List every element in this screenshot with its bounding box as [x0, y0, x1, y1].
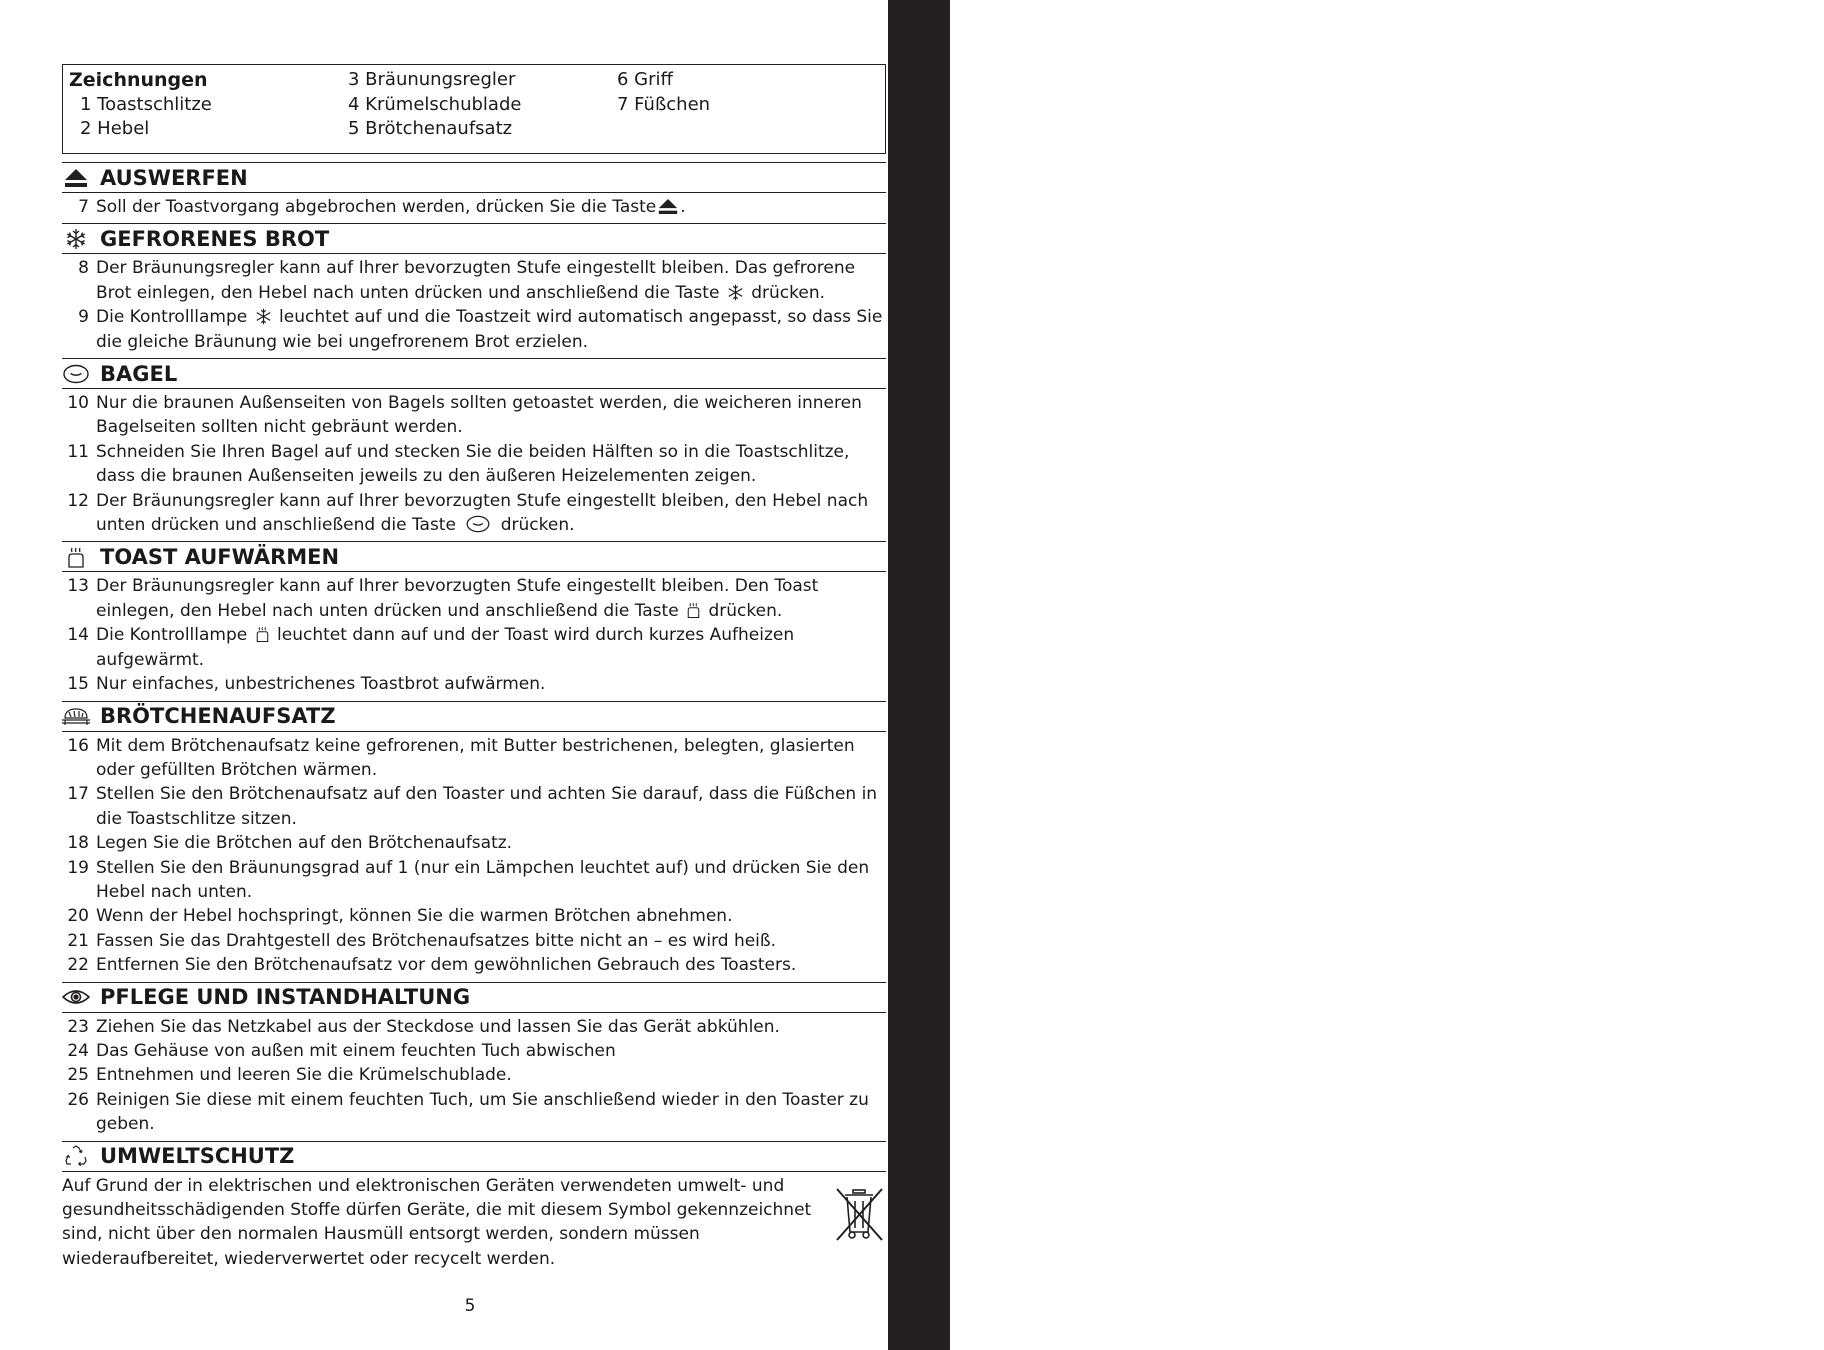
weee-crossed-bin-icon — [834, 1186, 886, 1246]
eject-icon — [64, 167, 88, 189]
legend-item: 7 Füßchen — [617, 93, 711, 115]
legend-item: 6 Griff — [617, 69, 673, 90]
list-item: 22 Entfernen Sie den Brötchenaufsatz vor dem gewöhnlichen Gebrauch des Toasters. — [67, 955, 797, 976]
parts-legend — [62, 64, 886, 154]
sidebar-title: Bedienungsanleitung — [1790, 62, 1824, 363]
page-number: 5 — [464, 1296, 476, 1316]
list-item: 12 Der Bräunungsregler kann auf Ihrer bevorzugten Stufe eingestellt bleiben, den Hebel nach unten drücken und anschließend die Taste drücken. — [67, 490, 869, 536]
legend-item: 4 Krümelschublade — [348, 93, 522, 115]
section-title: BAGEL — [100, 361, 178, 386]
legend-heading: Zeichnungen — [69, 69, 208, 91]
section-title: GEFRORENES BROT — [100, 226, 330, 251]
list-item: 17 Stellen Sie den Brötchenaufsatz auf den Toaster und achten Sie darauf, dass die Füßchen in die Toastschlitze sitzen. — [67, 784, 878, 829]
snowflake-icon — [255, 308, 272, 325]
legend-item: 3 Bräunungsregler — [348, 69, 516, 90]
section-care — [62, 982, 886, 1141]
reheat-icon — [64, 546, 88, 568]
list-item: 11 Schneiden Sie Ihren Bagel auf und stecken Sie die beiden Hälften so in die Toastschlitze, dass die braunen Außenseiten jeweils zu den äußeren Heizelementen zeigen. — [67, 441, 850, 487]
eye-icon — [64, 986, 88, 1008]
section-title: PFLEGE UND INSTANDHALTUNG — [100, 985, 471, 1010]
list-item: 18 Legen Sie die Brötchen auf den Brötchenaufsatz. — [67, 833, 513, 854]
bagel-icon — [463, 515, 493, 533]
list-item: 13 Der Bräunungsregler kann auf Ihrer bevorzugten Stufe eingestellt bleiben. Den Toast einlegen, den Hebel nach unten drücken und anschließend die Taste drücken. — [67, 576, 819, 621]
eject-icon — [658, 198, 678, 215]
list-item: 16 Mit dem Brötchenaufsatz keine gefrorenen, mit Butter bestrichenen, belegten, glasierten oder gefüllten Brötchen wärmen. — [67, 735, 855, 780]
bagel-icon — [64, 363, 88, 385]
legend-item: 2 Hebel — [80, 118, 150, 139]
section-title: UMWELTSCHUTZ — [100, 1144, 295, 1169]
snowflake-icon — [727, 284, 744, 301]
section-bagel — [62, 358, 886, 541]
legend-item: 5 Brötchenaufsatz — [348, 118, 513, 139]
section-title: BRÖTCHENAUFSATZ — [100, 704, 336, 728]
bun-warmer-icon — [64, 705, 88, 727]
section-eject — [62, 162, 886, 223]
reheat-icon — [255, 625, 270, 643]
list-item: 10 Nur die braunen Außenseiten von Bagels sollten getoastet werden, die weicheren inneren Bagelseiten sollten nicht gebräunt werden. — [67, 393, 862, 438]
section-title: TOAST AUFWÄRMEN — [100, 544, 340, 569]
section-frozen — [62, 223, 886, 358]
list-item: 26 Reinigen Sie diese mit einem feuchten Tuch, um Sie anschließend wieder in den Toaster zu geben. — [67, 1089, 869, 1135]
list-item: 8 Der Bräunungsregler kann auf Ihrer bevorzugten Stufe eingestellt bleiben. Das gefrorene Brot einlegen, den Hebel nach unten drücken und anschließend die Taste drücken. — [78, 258, 856, 303]
recycle-icon — [64, 1145, 88, 1167]
list-item: 7 Soll der Toastvorgang abgebrochen werden, drücken Sie die Taste . — [78, 197, 686, 217]
list-item: 15 Nur einfaches, unbestrichenes Toastbrot aufwärmen. — [67, 674, 546, 695]
legend-item: 1 Toastschlitze — [80, 93, 212, 115]
list-item: 24 Das Gehäuse von außen mit einem feuchten Tuch abwischen — [67, 1040, 616, 1061]
sidebar-tab — [888, 0, 1824, 1350]
environment-text: Auf Grund der in elektrischen und elektronischen Geräten verwendeten umwelt- und gesundheitsschädigenden Stoffe dürfen Geräte, die mit diesem Symbol gekennzeichnet sind, nicht über den normalen Hausmüll entsorgt werden, sondern müssen wiederaufbereitet, wiederverwertet oder recycelt werden. — [62, 1175, 812, 1269]
reheat-icon — [686, 601, 701, 619]
manual-content — [62, 64, 886, 1271]
list-item: 19 Stellen Sie den Bräunungsgrad auf 1 (nur ein Lämpchen leuchtet auf) und drücken Sie den Hebel nach unten. — [67, 857, 870, 902]
section-environment — [62, 1141, 886, 1272]
section-reheat — [62, 541, 886, 700]
section-bun-warmer — [62, 701, 886, 982]
list-item: 14 Die Kontrolllampe leuchtet dann auf und der Toast wird durch kurzes Aufheizen aufgewärmt. — [67, 625, 795, 670]
list-item: 23 Ziehen Sie das Netzkabel aus der Steckdose und lassen Sie das Gerät abkühlen. — [67, 1016, 780, 1037]
snowflake-icon — [64, 228, 88, 250]
list-item: 25 Entnehmen und leeren Sie die Krümelschublade. — [67, 1065, 512, 1086]
list-item: 9 Die Kontrolllampe leuchtet auf und die Toastzeit wird automatisch angepasst, so dass Sie die gleiche Bräunung wie bei ungefrorenem Brot erzielen. — [78, 307, 883, 352]
section-title: AUSWERFEN — [100, 165, 248, 190]
list-item: 21 Fassen Sie das Drahtgestell des Brötchenaufsatzes bitte nicht an – es wird heiß. — [67, 930, 777, 951]
list-item: 20 Wenn der Hebel hochspringt, können Sie die warmen Brötchen abnehmen. — [67, 906, 733, 927]
